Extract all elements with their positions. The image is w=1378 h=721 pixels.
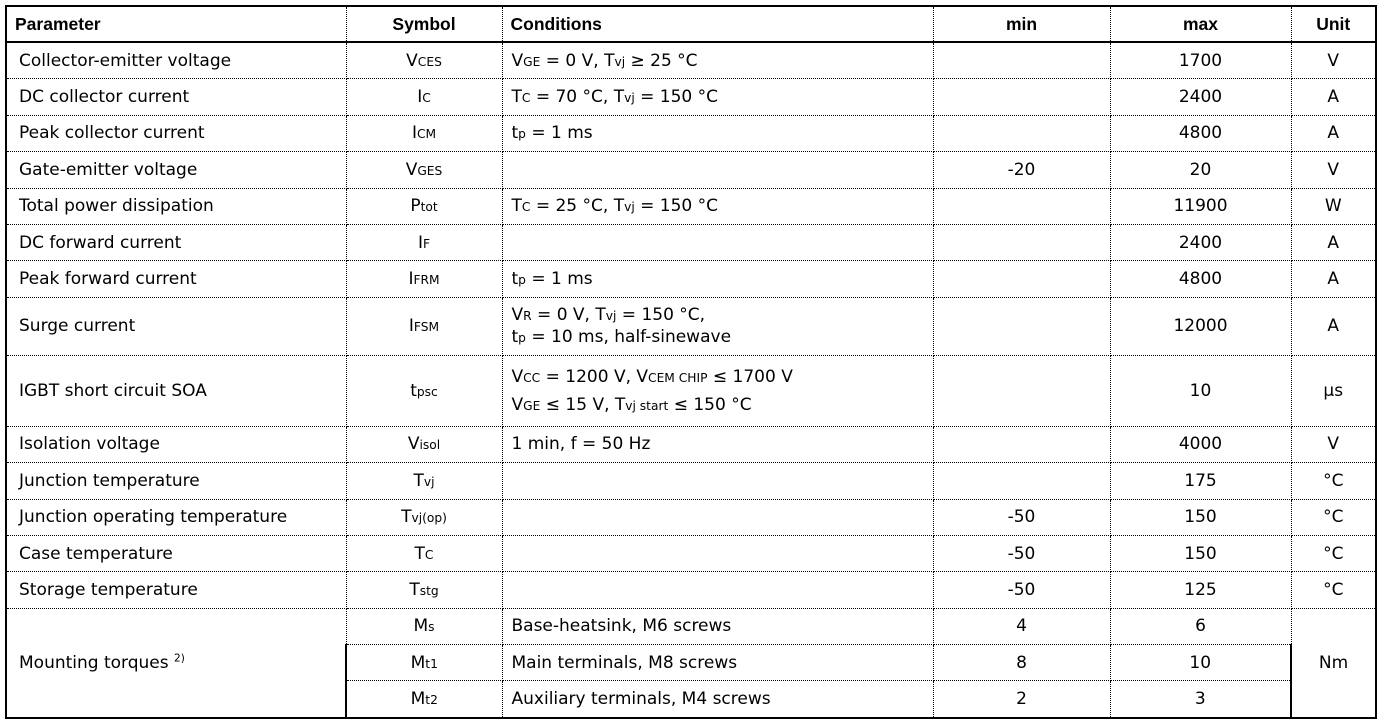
symbol-letter: T (409, 579, 420, 600)
symbol-cell (346, 152, 502, 188)
unit-cell: A (1291, 261, 1376, 297)
parameter-cell: Collector-emitter voltage (6, 42, 346, 79)
min-cell (933, 115, 1110, 151)
min-cell (933, 188, 1110, 224)
symbol-subscript: C (424, 547, 434, 562)
symbol-letter: M (413, 616, 429, 637)
unit-cell: W (1291, 188, 1376, 224)
unit-cell: A (1291, 115, 1376, 151)
parameter-cell: IGBT short circuit SOA (6, 355, 346, 426)
header-unit: Unit (1291, 6, 1376, 42)
condition-line: TC = 70 °C, Tvj = 150 °C (511, 87, 719, 108)
conditions-cell (502, 224, 933, 260)
conditions-cell: Main terminals, M8 screws (502, 645, 933, 681)
symbol-subscript: CM (416, 127, 437, 142)
conditions-cell (502, 535, 933, 571)
condition-line: tp = 1 ms (511, 268, 593, 289)
symbol-subscript: s (428, 620, 435, 635)
min-cell (933, 79, 1110, 115)
max-cell: 4800 (1110, 115, 1291, 151)
table-row (6, 188, 1376, 224)
min-cell: -50 (933, 572, 1110, 608)
condition-line: VGE ≤ 15 V, Tvj start ≤ 150 °C (511, 394, 752, 415)
parameter-cell: Case temperature (6, 535, 346, 571)
symbol-subscript: stg (419, 583, 439, 598)
header-conditions: Conditions (502, 6, 933, 42)
conditions-cell (502, 115, 933, 151)
max-cell: 2400 (1110, 224, 1291, 260)
symbol-cell (346, 499, 502, 535)
symbol-cell (346, 535, 502, 571)
min-cell: 8 (933, 645, 1110, 681)
condition-line: tp = 10 ms, half-sinewave (511, 327, 732, 348)
symbol-subscript: tot (420, 200, 438, 215)
min-cell (933, 297, 1110, 355)
symbol-subscript: F (422, 236, 431, 251)
condition-line: tp = 1 ms (511, 123, 593, 144)
table-row (6, 224, 1376, 260)
max-cell: 3 (1110, 681, 1291, 718)
symbol-subscript: psc (416, 384, 438, 399)
conditions-cell (502, 152, 933, 188)
min-cell: 4 (933, 608, 1110, 644)
parameter-cell: DC forward current (6, 224, 346, 260)
max-cell: 1700 (1110, 42, 1291, 79)
unit-cell: °C (1291, 499, 1376, 535)
max-cell: 10 (1110, 355, 1291, 426)
symbol-letter: M (410, 652, 426, 673)
parameter-text: Mounting torques (19, 652, 175, 673)
table-row (6, 499, 1376, 535)
symbol-letter: I (417, 87, 423, 108)
condition-line: TC = 25 °C, Tvj = 150 °C (511, 196, 719, 217)
symbol-cell (346, 572, 502, 608)
table-row (6, 115, 1376, 151)
max-cell: 4000 (1110, 426, 1291, 462)
unit-cell: °C (1291, 572, 1376, 608)
condition-line: VCC = 1200 V, VCEM CHIP ≤ 1700 V (511, 366, 793, 387)
parameter-cell: Peak forward current (6, 261, 346, 297)
unit-cell: °C (1291, 463, 1376, 499)
table-row (6, 535, 1376, 571)
unit-cell: °C (1291, 535, 1376, 571)
symbol-subscript: t2 (425, 693, 438, 708)
table-row (6, 426, 1376, 462)
conditions-cell (502, 261, 933, 297)
symbol-cell (346, 608, 502, 644)
symbol-subscript: FSM (413, 320, 440, 335)
symbol-letter: I (408, 268, 414, 289)
unit-cell: A (1291, 224, 1376, 260)
condition-line: 1 min, f = 50 Hz (511, 434, 651, 455)
symbol-cell (346, 645, 502, 681)
symbol-letter: T (401, 507, 412, 528)
min-cell: 2 (933, 681, 1110, 718)
symbol-cell (346, 188, 502, 224)
symbol-letter: I (408, 316, 414, 337)
min-cell (933, 224, 1110, 260)
symbol-letter: T (414, 543, 425, 564)
parameter-cell: DC collector current (6, 79, 346, 115)
table-row (6, 463, 1376, 499)
parameter-cell: Total power dissipation (6, 188, 346, 224)
symbol-letter: V (406, 50, 418, 71)
symbol-subscript: vj(op) (411, 511, 447, 526)
header-symbol: Symbol (346, 6, 502, 42)
table-row (6, 152, 1376, 188)
max-cell: 2400 (1110, 79, 1291, 115)
ratings-table-container (5, 5, 1375, 716)
parameter-cell: Isolation voltage (6, 426, 346, 462)
parameter-cell: Surge current (6, 297, 346, 355)
symbol-cell (346, 297, 502, 355)
symbol-cell (346, 115, 502, 151)
symbol-subscript: GES (417, 163, 443, 178)
unit-cell: Nm (1291, 608, 1376, 718)
symbol-cell (346, 42, 502, 79)
conditions-cell (502, 426, 933, 462)
conditions-cell (502, 463, 933, 499)
symbol-subscript: t1 (425, 656, 438, 671)
unit-cell: µs (1291, 355, 1376, 426)
max-cell: 12000 (1110, 297, 1291, 355)
symbol-letter: T (413, 470, 424, 491)
table-row (6, 79, 1376, 115)
unit-cell: A (1291, 297, 1376, 355)
symbol-subscript: C (422, 91, 431, 106)
symbol-subscript: isol (419, 438, 441, 453)
symbol-cell (346, 224, 502, 260)
symbol-cell (346, 261, 502, 297)
conditions-cell (502, 42, 933, 79)
min-cell (933, 426, 1110, 462)
table-row (6, 261, 1376, 297)
table-row (6, 42, 1376, 79)
min-cell (933, 261, 1110, 297)
symbol-cell (346, 79, 502, 115)
parameter-cell (6, 608, 346, 718)
parameter-cell: Storage temperature (6, 572, 346, 608)
symbol-cell (346, 463, 502, 499)
max-cell: 175 (1110, 463, 1291, 499)
condition-line: VR = 0 V, Tvj = 150 °C, (511, 305, 706, 326)
maximum-ratings-table (5, 5, 1377, 719)
conditions-cell (502, 297, 933, 355)
conditions-cell (502, 79, 933, 115)
min-cell: -20 (933, 152, 1110, 188)
parameter-cell: Junction operating temperature (6, 499, 346, 535)
symbol-subscript: FRM (413, 272, 440, 287)
symbol-letter: I (411, 123, 417, 144)
parameter-cell: Gate-emitter voltage (6, 152, 346, 188)
table-row (6, 297, 1376, 355)
min-cell: -50 (933, 499, 1110, 535)
max-cell: 11900 (1110, 188, 1291, 224)
conditions-cell (502, 572, 933, 608)
unit-cell: V (1291, 42, 1376, 79)
min-cell (933, 355, 1110, 426)
symbol-letter: I (417, 232, 423, 253)
symbol-letter: t (410, 380, 417, 401)
header-min: min (933, 6, 1110, 42)
max-cell: 4800 (1110, 261, 1291, 297)
header-parameter: Parameter (6, 6, 346, 42)
conditions-cell: Base-heatsink, M6 screws (502, 608, 933, 644)
mounting-row (6, 608, 1376, 644)
min-cell (933, 42, 1110, 79)
max-cell: 125 (1110, 572, 1291, 608)
table-row (6, 355, 1376, 426)
conditions-cell: Auxiliary terminals, M4 screws (502, 681, 933, 718)
header-max: max (1110, 6, 1291, 42)
min-cell: -50 (933, 535, 1110, 571)
conditions-cell (502, 355, 933, 426)
symbol-subscript: vj (423, 474, 435, 489)
symbol-subscript: CES (417, 54, 442, 69)
symbol-cell (346, 681, 502, 718)
parameter-cell: Junction temperature (6, 463, 346, 499)
symbol-letter: V (405, 159, 418, 180)
table-row (6, 572, 1376, 608)
unit-cell: A (1291, 79, 1376, 115)
max-cell: 150 (1110, 535, 1291, 571)
symbol-letter: P (410, 196, 421, 217)
max-cell: 6 (1110, 608, 1291, 644)
conditions-cell (502, 188, 933, 224)
symbol-cell (346, 426, 502, 462)
unit-cell: V (1291, 426, 1376, 462)
condition-line: VGE = 0 V, Tvj ≥ 25 °C (511, 50, 698, 71)
parameter-cell: Peak collector current (6, 115, 346, 151)
symbol-letter: V (407, 434, 420, 455)
footnote-ref: 2) (174, 652, 185, 665)
table-body (6, 42, 1376, 718)
conditions-cell (502, 499, 933, 535)
symbol-cell (346, 355, 502, 426)
max-cell: 20 (1110, 152, 1291, 188)
min-cell (933, 463, 1110, 499)
unit-cell: V (1291, 152, 1376, 188)
max-cell: 10 (1110, 645, 1291, 681)
symbol-letter: M (410, 689, 426, 710)
max-cell: 150 (1110, 499, 1291, 535)
table-header-row (6, 6, 1376, 42)
